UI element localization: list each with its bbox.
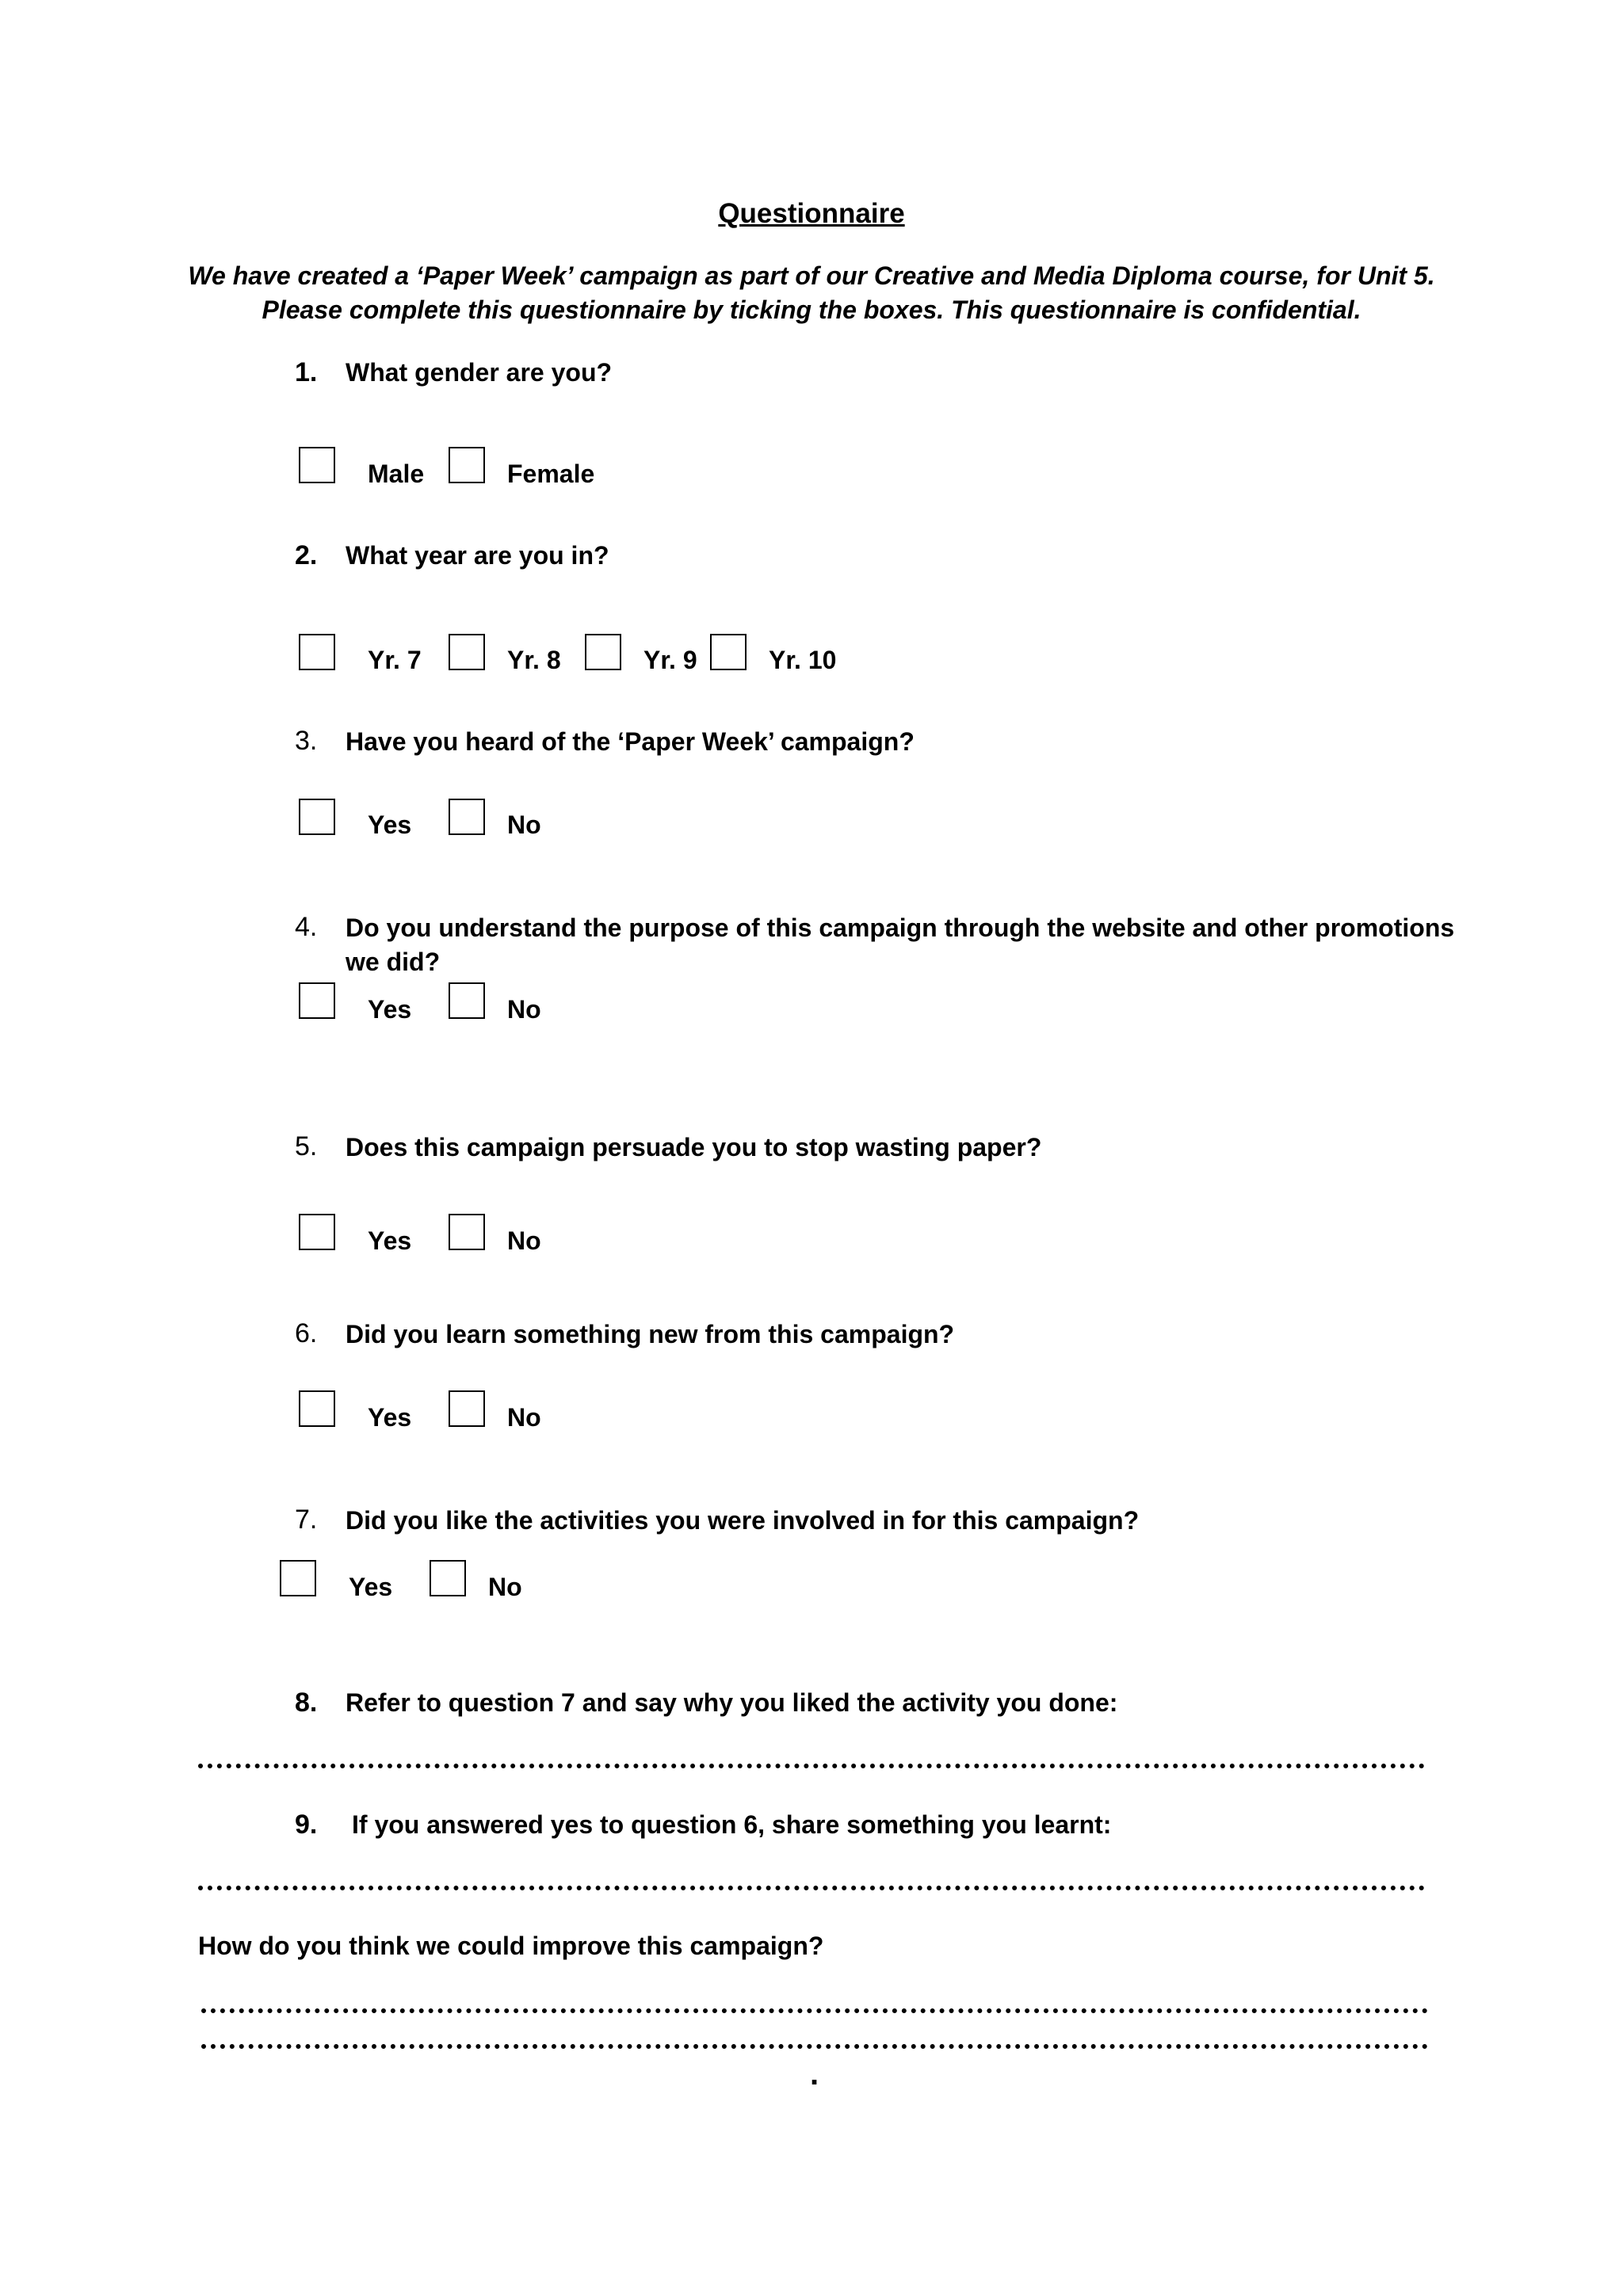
- option-q3-no: No: [507, 810, 541, 839]
- option-yr9: Yr. 9: [643, 646, 697, 674]
- option-yr8: Yr. 8: [507, 646, 561, 674]
- question-6-text: Did you learn something new from this campaign?: [346, 1320, 955, 1348]
- option-yr10: Yr. 10: [769, 646, 837, 674]
- checkbox-q5-yes[interactable]: [299, 1214, 335, 1250]
- question-4-text-continued: we did?: [346, 948, 441, 976]
- checkbox-q6-no[interactable]: [449, 1390, 485, 1427]
- option-male: Male: [368, 460, 425, 488]
- checkbox-yr10[interactable]: [710, 634, 747, 670]
- checkbox-q3-yes[interactable]: [299, 799, 335, 835]
- checkbox-q6-yes[interactable]: [299, 1390, 335, 1427]
- answer-line-improve-1[interactable]: [201, 2008, 1428, 2013]
- checkbox-yr8[interactable]: [449, 634, 485, 670]
- question-7-number: 7.: [295, 1505, 318, 1535]
- question-1-number: 1.: [295, 357, 318, 387]
- question-3-number: 3.: [295, 726, 318, 756]
- answer-line-q9[interactable]: [198, 1886, 1425, 1890]
- improve-question: How do you think we could improve this campaign?: [198, 1932, 824, 1960]
- question-9-number: 9.: [295, 1810, 318, 1840]
- question-4-number: 4.: [295, 912, 318, 942]
- checkbox-q7-no[interactable]: [430, 1560, 466, 1596]
- question-3-text: Have you heard of the ‘Paper Week’ campaign?: [346, 727, 915, 756]
- option-q5-no: No: [507, 1226, 541, 1255]
- answer-line-q8[interactable]: [198, 1764, 1425, 1768]
- option-q4-yes: Yes: [368, 995, 412, 1024]
- checkbox-q5-no[interactable]: [449, 1214, 485, 1250]
- option-yr7: Yr. 7: [368, 646, 422, 674]
- question-1-text: What gender are you?: [346, 358, 613, 387]
- checkbox-q3-no[interactable]: [449, 799, 485, 835]
- option-q7-no: No: [488, 1573, 522, 1601]
- option-q3-yes: Yes: [368, 810, 412, 839]
- page-title: Questionnaire: [718, 198, 905, 229]
- checkbox-q4-yes[interactable]: [299, 982, 335, 1019]
- question-5-text: Does this campaign persuade you to stop wasting paper?: [346, 1133, 1042, 1161]
- question-6-number: 6.: [295, 1318, 318, 1348]
- question-9-text: If you answered yes to question 6, share something you learnt:: [352, 1810, 1112, 1839]
- question-8-text: Refer to question 7 and say why you liked the activity you done:: [346, 1688, 1118, 1717]
- answer-line-improve-2[interactable]: [201, 2044, 1428, 2049]
- option-q7-yes: Yes: [349, 1573, 393, 1601]
- question-7-text: Did you like the activities you were involved in for this campaign?: [346, 1506, 1140, 1535]
- checkbox-yr7[interactable]: [299, 634, 335, 670]
- checkbox-q7-yes[interactable]: [280, 1560, 316, 1596]
- option-q6-no: No: [507, 1403, 541, 1432]
- intro-line-2: Please complete this questionnaire by ticking the boxes. This questionnaire is confidential.: [262, 296, 1361, 324]
- intro-line-1: We have created a ‘Paper Week’ campaign as part of our Creative and Media Diploma course, for Unit 5.: [188, 261, 1435, 290]
- question-5-number: 5.: [295, 1131, 318, 1161]
- question-2-text: What year are you in?: [346, 541, 609, 570]
- checkbox-female[interactable]: [449, 447, 485, 483]
- question-8-number: 8.: [295, 1688, 318, 1718]
- option-q4-no: No: [507, 995, 541, 1024]
- option-q5-yes: Yes: [368, 1226, 412, 1255]
- option-q6-yes: Yes: [368, 1403, 412, 1432]
- checkbox-male[interactable]: [299, 447, 335, 483]
- end-mark: .: [810, 2057, 819, 2092]
- question-2-number: 2.: [295, 540, 318, 570]
- checkbox-yr9[interactable]: [585, 634, 621, 670]
- question-4-text: Do you understand the purpose of this campaign through the website and other promotions: [346, 913, 1455, 942]
- checkbox-q4-no[interactable]: [449, 982, 485, 1019]
- option-female: Female: [507, 460, 595, 488]
